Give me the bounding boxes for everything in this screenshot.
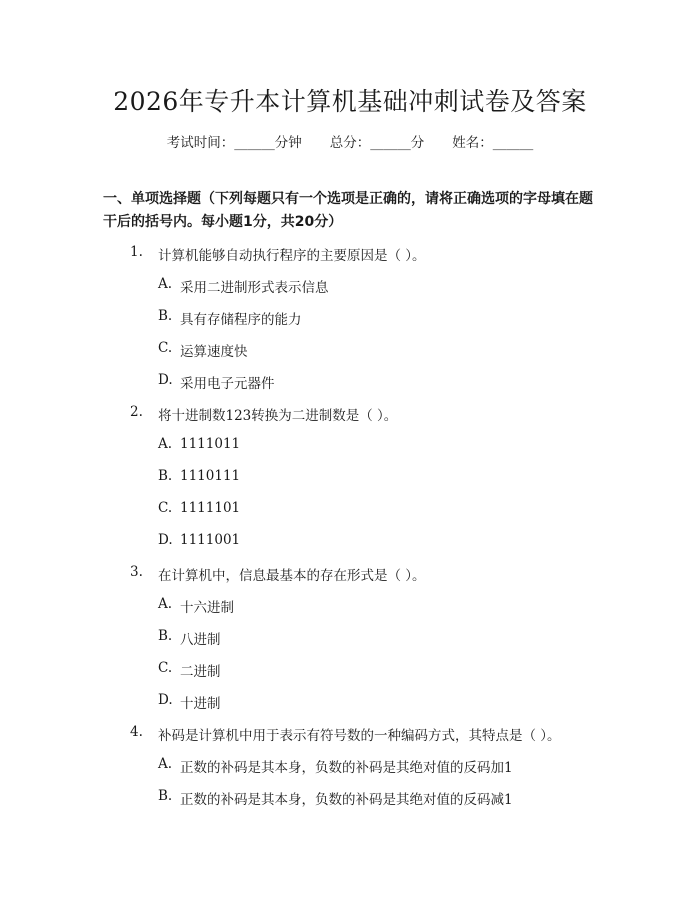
option-letter: C. xyxy=(158,340,173,356)
question-stem: 补码是计算机中用于表示有符号数的一种编码方式，其特点是（ ）。 xyxy=(158,728,561,744)
option-text: 十六进制 xyxy=(180,600,234,616)
section-heading: 一、单项选择题（下列每题只有一个选项是正确的，请将正确选项的字母填在题干后的括号内。每小题1分，共20分） xyxy=(103,191,593,230)
option-row xyxy=(0,756,700,788)
option-text: 二进制 xyxy=(180,664,221,680)
option-row xyxy=(0,500,700,532)
total-score-field: 总分：______分 xyxy=(329,135,425,151)
option-letter: C. xyxy=(158,500,173,516)
question-stem: 计算机能够自动执行程序的主要原因是（ ）。 xyxy=(158,248,426,264)
question-2 xyxy=(0,404,700,436)
option-row xyxy=(0,788,700,820)
option-row xyxy=(0,628,700,660)
option-letter: B. xyxy=(158,308,173,324)
page-title: 2026年专升本计算机基础冲刺试卷及答案 xyxy=(113,87,587,116)
option-row xyxy=(0,276,700,308)
option-text: 1110111 xyxy=(180,468,241,484)
option-letter: A. xyxy=(158,436,173,452)
option-letter: D. xyxy=(158,692,173,708)
option-row xyxy=(0,308,700,340)
question-number: 2. xyxy=(130,404,143,420)
option-row xyxy=(0,468,700,500)
option-row xyxy=(0,532,700,564)
option-letter: A. xyxy=(158,756,173,772)
option-text: 十进制 xyxy=(180,696,221,712)
option-text: 八进制 xyxy=(180,632,221,648)
option-text: 运算速度快 xyxy=(180,344,248,360)
option-text: 1111011 xyxy=(180,436,241,452)
option-row xyxy=(0,660,700,692)
option-text: 采用电子元器件 xyxy=(180,376,275,392)
question-number: 3. xyxy=(130,564,143,580)
student-name-field: 姓名：______ xyxy=(452,135,534,151)
option-row xyxy=(0,372,700,404)
question-number: 4. xyxy=(130,724,143,740)
option-text: 具有存储程序的能力 xyxy=(180,312,302,328)
option-text: 1111101 xyxy=(180,500,241,516)
question-3 xyxy=(0,564,700,596)
option-row xyxy=(0,596,700,628)
option-letter: C. xyxy=(158,660,173,676)
option-text: 正数的补码是其本身，负数的补码是其绝对值的反码加1 xyxy=(180,760,513,776)
option-row xyxy=(0,340,700,372)
question-list xyxy=(0,244,700,820)
question-4 xyxy=(0,724,700,756)
question-1 xyxy=(0,244,700,276)
option-row xyxy=(0,436,700,468)
option-letter: B. xyxy=(158,788,173,804)
option-letter: D. xyxy=(158,532,173,548)
question-stem: 将十进制数123转换为二进制数是（ ）。 xyxy=(158,408,398,424)
exam-meta xyxy=(0,131,700,151)
option-letter: B. xyxy=(158,628,173,644)
question-number: 1. xyxy=(130,244,143,260)
option-text: 1111001 xyxy=(180,532,241,548)
option-letter: B. xyxy=(158,468,173,484)
question-stem: 在计算机中，信息最基本的存在形式是（ ）。 xyxy=(158,568,426,584)
option-row xyxy=(0,692,700,724)
option-letter: D. xyxy=(158,372,173,388)
option-letter: A. xyxy=(158,596,173,612)
exam-time-field: 考试时间：______分钟 xyxy=(166,135,302,151)
option-text: 采用二进制形式表示信息 xyxy=(180,280,329,296)
option-text: 正数的补码是其本身，负数的补码是其绝对值的反码减1 xyxy=(180,792,513,808)
option-letter: A. xyxy=(158,276,173,292)
